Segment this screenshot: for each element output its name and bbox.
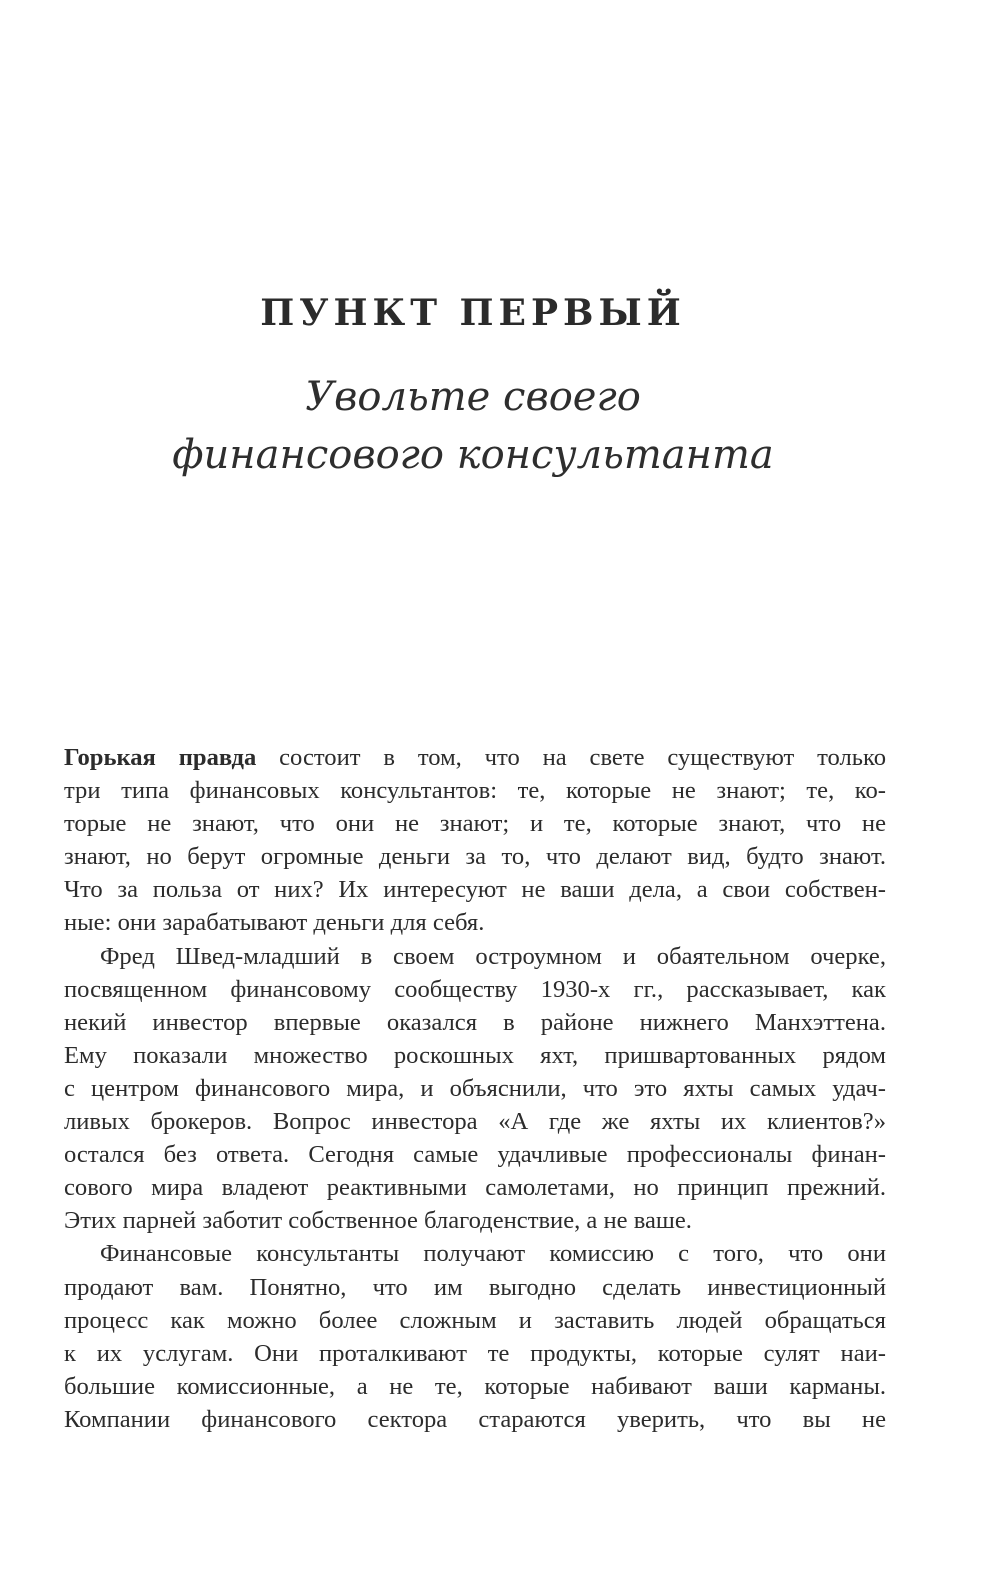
paragraph-2 [64, 940, 886, 1238]
chapter-title [0, 368, 1000, 484]
text-line: Фред Швед-младший в своем остроумном и обаятельном очерке, [100, 942, 886, 970]
chapter-label: ПУНКТ ПЕРВЫЙ [260, 292, 686, 334]
text-fragment: состоит в том, что на свете существуют только [256, 744, 886, 771]
text-line: ные: они зарабатывают деньги для себя. [64, 909, 485, 937]
chapter-heading [0, 292, 1000, 484]
text-line: остался без ответа. Сегодня самые удачливые профессионалы финан- [64, 1141, 886, 1169]
lead-phrase: Горькая правда [64, 744, 257, 771]
text-line: Ему показали множество роскошных яхт, пришвартованных рядом [64, 1041, 886, 1069]
paragraph-3 [64, 1237, 886, 1436]
chapter-title-line: финансового консультанта [172, 432, 774, 478]
text-line: Что за польза от них? Их интересуют не ваши дела, а свои собствен- [64, 876, 886, 904]
text-line: с центром финансового мира, и объяснили, что это яхты самых удач- [64, 1074, 886, 1102]
text-line: знают, но берут огромные деньги за то, что делают вид, будто знают. [64, 843, 886, 871]
text-line: три типа финансовых консультантов: те, которые не знают; те, ко- [64, 777, 886, 805]
text-line [64, 741, 886, 774]
text-line: торые не знают, что они не знают; и те, которые знают, что не [64, 810, 886, 838]
text-line: Компании финансового сектора стараются уверить, что вы не [64, 1405, 886, 1433]
text-line: Финансовые консультанты получают комиссию с того, что они [100, 1240, 886, 1268]
chapter-title-line: Увольте своего [305, 374, 641, 420]
body-text [64, 741, 886, 1436]
text-line: некий инвестор впервые оказался в районе нижнего Манхэттена. [64, 1008, 886, 1036]
text-line: большие комиссионные, а не те, которые набивают ваши карманы. [64, 1372, 886, 1400]
text-line: Этих парней заботит собственное благоденствие, а не ваше. [64, 1207, 692, 1235]
text-line: к их услугам. Они проталкивают те продукты, которые сулят наи- [64, 1339, 886, 1367]
text-line: посвященном финансовому сообществу 1930-х гг., рассказывает, как [64, 975, 886, 1003]
text-line: продают вам. Понятно, что им выгодно сделать инвестиционный [64, 1273, 886, 1301]
text-line: ливых брокеров. Вопрос инвестора «А где же яхты их клиентов?» [64, 1108, 886, 1136]
text-line: сового мира владеют реактивными самолетами, но принцип прежний. [64, 1174, 886, 1202]
paragraph-1 [64, 741, 886, 940]
text-line: процесс как можно более сложным и заставить людей обращаться [64, 1306, 886, 1334]
